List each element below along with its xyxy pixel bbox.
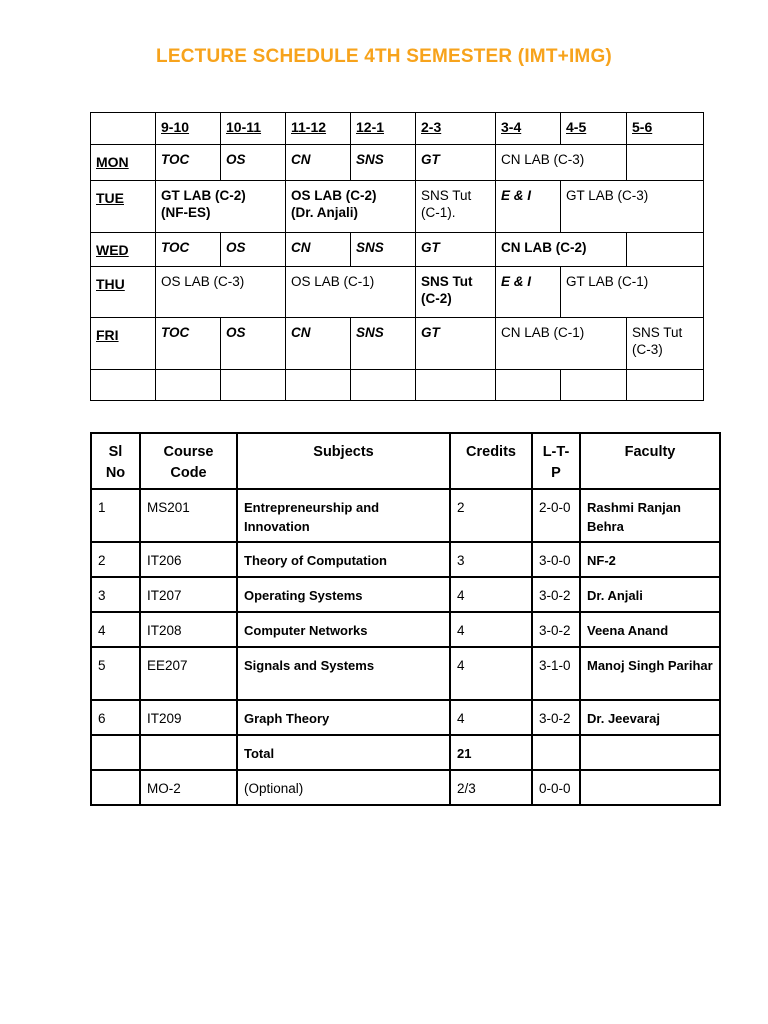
schedule-row-thu: [91, 267, 704, 318]
class-cell: SNS: [351, 318, 416, 370]
header-text: P: [551, 465, 561, 481]
subject-cell: (Optional): [237, 770, 450, 805]
class-cell: GT: [416, 318, 496, 370]
class-cell: E & I: [496, 267, 561, 318]
code-cell: IT208: [140, 612, 237, 647]
lab-cell: GT LAB (C-3): [561, 181, 704, 233]
slot-header: 4-5: [561, 113, 627, 145]
subject-cell: Operating Systems: [237, 577, 450, 612]
empty-cell: [156, 370, 221, 401]
sl-cell: 1: [91, 489, 140, 542]
schedule-row-wed: [91, 233, 704, 267]
header-credits: Credits: [450, 433, 532, 489]
class-cell: CN: [286, 145, 351, 181]
table-row: [91, 647, 720, 700]
credits-cell: 4: [450, 577, 532, 612]
ltp-cell: 0-0-0: [532, 770, 580, 805]
empty-cell: [561, 370, 627, 401]
page-title: LECTURE SCHEDULE 4TH SEMESTER (IMT+IMG): [156, 46, 612, 67]
table-row: [91, 700, 720, 735]
lecture-schedule-table: [90, 112, 704, 401]
subject-cell: Entrepreneurship and Innovation: [237, 489, 450, 542]
day-label: THU: [91, 267, 156, 318]
empty-cell: [496, 370, 561, 401]
tutorial-name: SNS Tut: [421, 188, 472, 203]
slot-header: 9-10: [156, 113, 221, 145]
sl-cell: 5: [91, 647, 140, 700]
ltp-cell: 3-0-0: [532, 542, 580, 577]
slot-header: 3-4: [496, 113, 561, 145]
empty-cell: [580, 770, 720, 805]
header-text: L-T-: [542, 444, 570, 460]
header-text: No: [105, 465, 126, 481]
subject-cell: Computer Networks: [237, 612, 450, 647]
header-sl: [91, 433, 140, 489]
subject-cell: Graph Theory: [237, 700, 450, 735]
header-text: Sl: [108, 444, 123, 460]
sl-cell: 4: [91, 612, 140, 647]
empty-cell: [140, 735, 237, 770]
header-code: [140, 433, 237, 489]
empty-cell: [91, 370, 156, 401]
ltp-cell: 3-0-2: [532, 612, 580, 647]
total-row: [91, 735, 720, 770]
table-row: [91, 612, 720, 647]
lab-name: OS LAB (C-2): [291, 188, 377, 203]
ltp-cell: 2-0-0: [532, 489, 580, 542]
day-label: TUE: [91, 181, 156, 233]
class-cell: OS: [221, 145, 286, 181]
table-row: [91, 577, 720, 612]
tutorial-room: (C-2): [421, 291, 452, 306]
lab-cell: OS LAB (C-3): [156, 267, 286, 318]
code-cell: MS201: [140, 489, 237, 542]
faculty-cell: Manoj Singh Parihar: [580, 647, 720, 700]
code-cell: IT207: [140, 577, 237, 612]
faculty-cell: Dr. Anjali: [580, 577, 720, 612]
lab-cell: CN LAB (C-1): [496, 318, 627, 370]
empty-cell: [627, 370, 704, 401]
schedule-header-row: [91, 113, 704, 145]
class-cell: OS: [221, 318, 286, 370]
class-cell: CN: [286, 233, 351, 267]
class-cell: SNS: [351, 233, 416, 267]
subject-cell: Signals and Systems: [237, 647, 450, 700]
faculty-cell: NF-2: [580, 542, 720, 577]
class-cell: CN: [286, 318, 351, 370]
class-cell: E & I: [496, 181, 561, 233]
slot-header: 11-12: [286, 113, 351, 145]
header-subjects: Subjects: [237, 433, 450, 489]
day-label: MON: [91, 145, 156, 181]
class-cell: GT: [416, 233, 496, 267]
optional-row: [91, 770, 720, 805]
faculty-cell: Veena Anand: [580, 612, 720, 647]
tutorial-room: (C-1).: [421, 205, 456, 220]
slot-header: 5-6: [627, 113, 704, 145]
header-text: Code: [170, 465, 207, 481]
empty-cell: [580, 735, 720, 770]
lab-cell: GT LAB (C-1): [561, 267, 704, 318]
empty-cell: [221, 370, 286, 401]
lab-faculty: (NF-ES): [161, 205, 211, 220]
corner-cell: [91, 113, 156, 145]
empty-cell: [627, 145, 704, 181]
empty-cell: [416, 370, 496, 401]
code-cell: MO-2: [140, 770, 237, 805]
lab-cell: CN LAB (C-3): [496, 145, 627, 181]
empty-cell: [91, 770, 140, 805]
ltp-cell: 3-0-2: [532, 577, 580, 612]
slot-header: 12-1: [351, 113, 416, 145]
credits-cell: 2: [450, 489, 532, 542]
lab-name: GT LAB (C-2): [161, 188, 246, 203]
subject-cell: Theory of Computation: [237, 542, 450, 577]
tutorial-name: SNS Tut: [421, 274, 473, 289]
credits-cell: 4: [450, 647, 532, 700]
schedule-row-fri: [91, 318, 704, 370]
tutorial-room: (C-3): [632, 342, 663, 357]
class-cell: TOC: [156, 318, 221, 370]
empty-cell: [532, 735, 580, 770]
class-cell: GT: [416, 145, 496, 181]
header-faculty: Faculty: [580, 433, 720, 489]
course-table: [90, 432, 721, 806]
lab-cell: [156, 181, 286, 233]
code-cell: IT209: [140, 700, 237, 735]
credits-cell: 2/3: [450, 770, 532, 805]
table-row: [91, 542, 720, 577]
code-cell: EE207: [140, 647, 237, 700]
lab-cell: [286, 181, 416, 233]
ltp-cell: 3-0-2: [532, 700, 580, 735]
class-cell: SNS: [351, 145, 416, 181]
header-ltp: [532, 433, 580, 489]
slot-header: 10-11: [221, 113, 286, 145]
total-label: Total: [237, 735, 450, 770]
slot-header: 2-3: [416, 113, 496, 145]
class-cell: OS: [221, 233, 286, 267]
day-label: WED: [91, 233, 156, 267]
table-row: [91, 489, 720, 542]
class-cell: TOC: [156, 145, 221, 181]
empty-cell: [627, 233, 704, 267]
lab-cell: CN LAB (C-2): [496, 233, 627, 267]
class-cell: TOC: [156, 233, 221, 267]
course-header-row: [91, 433, 720, 489]
faculty-cell: Rashmi Ranjan Behra: [580, 489, 720, 542]
ltp-cell: 3-1-0: [532, 647, 580, 700]
empty-cell: [91, 735, 140, 770]
total-credits: 21: [450, 735, 532, 770]
schedule-row-empty: [91, 370, 704, 401]
sl-cell: 3: [91, 577, 140, 612]
faculty-cell: Dr. Jeevaraj: [580, 700, 720, 735]
sl-cell: 6: [91, 700, 140, 735]
credits-cell: 3: [450, 542, 532, 577]
code-cell: IT206: [140, 542, 237, 577]
tutorial-name: SNS Tut: [632, 325, 683, 340]
tutorial-cell: [416, 267, 496, 318]
empty-cell: [351, 370, 416, 401]
credits-cell: 4: [450, 612, 532, 647]
day-label: FRI: [91, 318, 156, 370]
tutorial-cell: [416, 181, 496, 233]
credits-cell: 4: [450, 700, 532, 735]
lab-cell: OS LAB (C-1): [286, 267, 416, 318]
tutorial-cell: [627, 318, 704, 370]
schedule-row-tue: [91, 181, 704, 233]
lab-faculty: (Dr. Anjali): [291, 205, 359, 220]
empty-cell: [286, 370, 351, 401]
header-text: Course: [163, 444, 214, 460]
sl-cell: 2: [91, 542, 140, 577]
schedule-row-mon: [91, 145, 704, 181]
